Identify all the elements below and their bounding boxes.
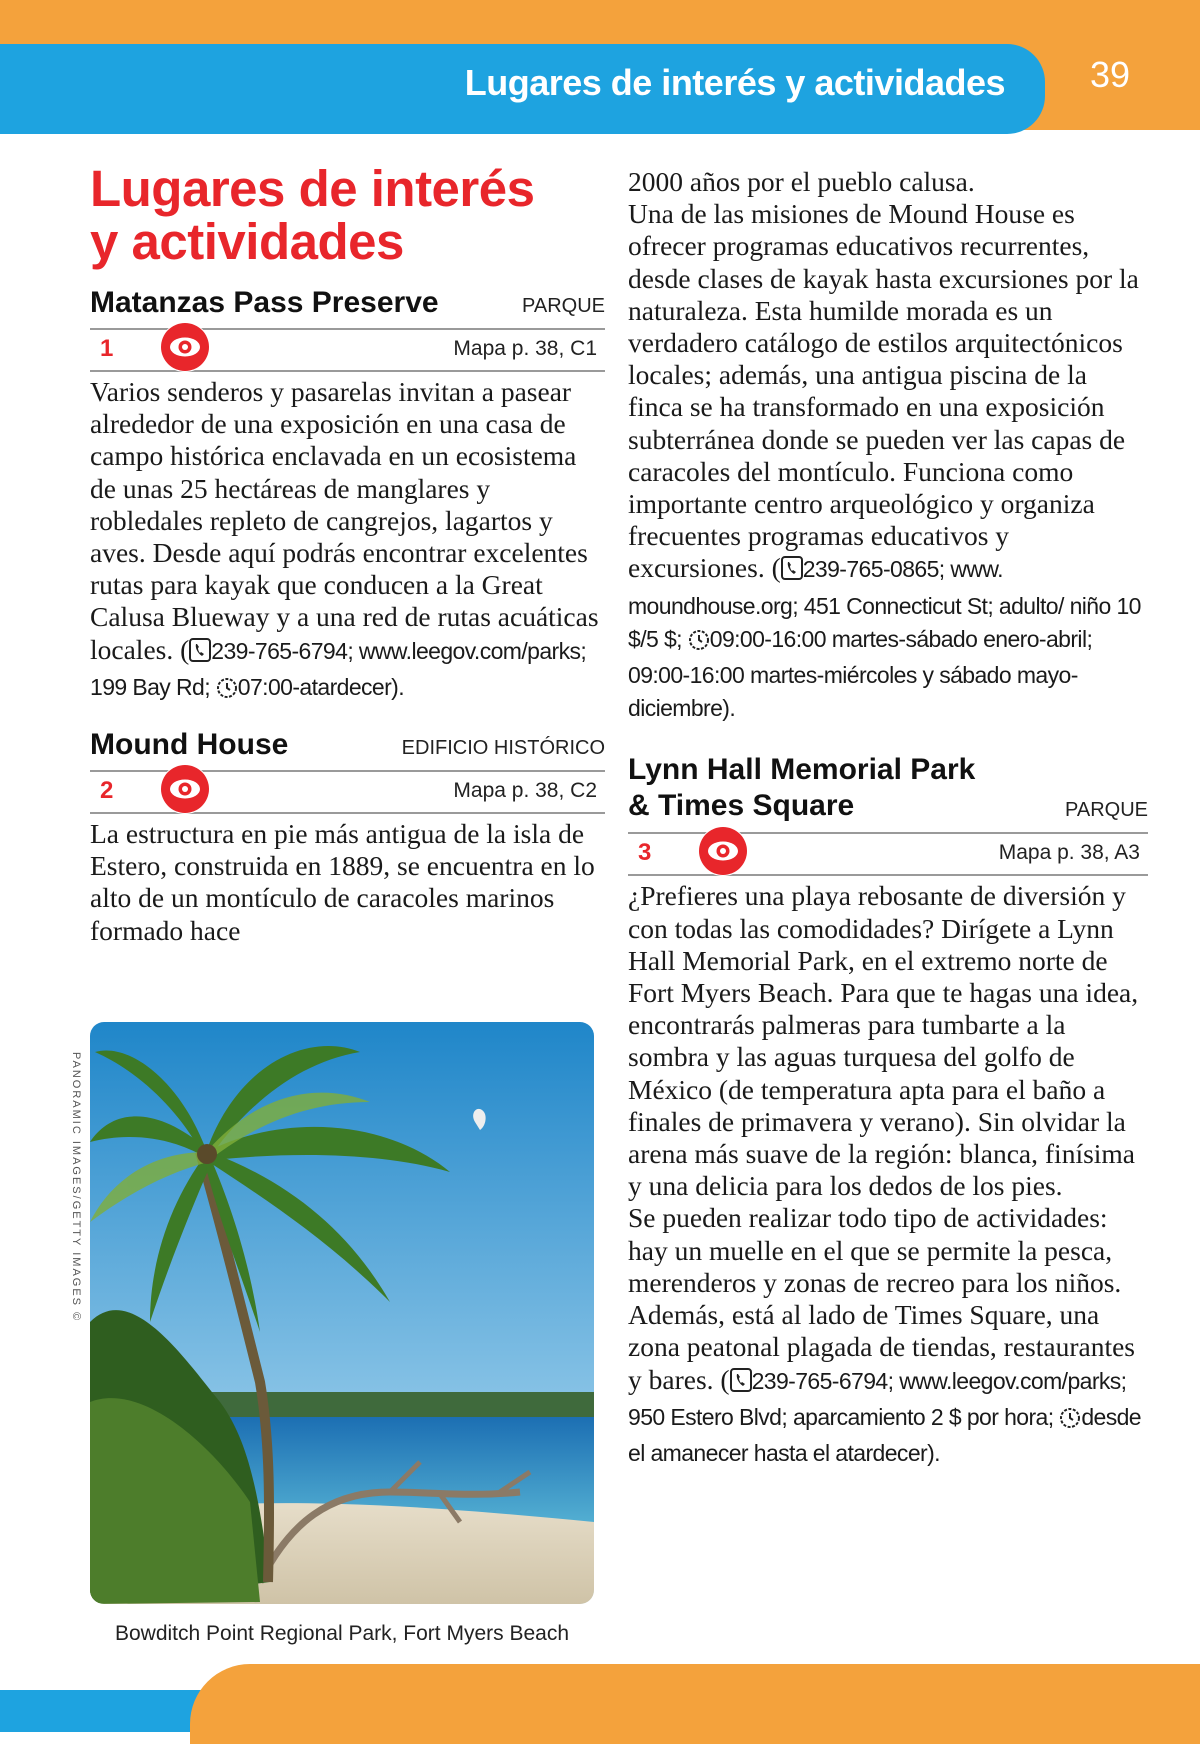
page-title-line2: y actividades (90, 213, 404, 270)
description-text: ¿Prefieres una playa rebosante de diversión y con todas las comodidades? Dirígete a Lynn Hall Memorial Park, en el extremo norte de Fort Myers Beach. Para que te hagas una idea, encontrarás palmeras para tumbarte a la sombra y las aguas turquesa del golfo de México (de temperatura apta para el baño a finales de primavera y verano). Sin olvidar la arena más suave de la región: blanca, finísima y una delicia para los dedos de los pies. (628, 880, 1139, 1202)
section-title: Lugares de interés y actividades (464, 62, 1005, 103)
right-column (628, 166, 1148, 1469)
photo-caption: Bowditch Point Regional Park, Fort Myers Beach (114, 1622, 570, 1645)
entry-name-line1: Lynn Hall Memorial Park (628, 753, 976, 787)
section-header-bar (0, 44, 1045, 134)
entry-name-line2: & Times Square (628, 789, 855, 823)
entry-description (90, 376, 605, 706)
description-text: Una de las misiones de Mound House es ofrecer programas educativos recurrentes, desde clases de kayak hasta excursiones por la naturaleza. Esta humilde morada es un verdadero catálogo de estilos arquitectónicos locales; además, una antigua piscina de la finca se ha transformado en una exposición subterránea donde se pueden ver las capas de caracoles del montículo. Funciona como importante centro arqueológico y organiza frecuentes programas educativos y excursiones. ( (628, 198, 1139, 584)
description-text: 2000 años por el pueblo calusa. (628, 166, 975, 197)
photo-credit-text: PANORAMIC IMAGES/GETTY IMAGES © (70, 1052, 82, 1323)
entry-meta-bar (628, 832, 1148, 876)
phone-icon (730, 1368, 752, 1400)
phone-number: 239-765-0865 (802, 556, 939, 583)
clock-icon (688, 626, 710, 658)
phone-icon (781, 556, 803, 588)
phone-icon (189, 638, 211, 670)
page-title (90, 162, 605, 268)
eye-icon (698, 826, 748, 876)
description-text: Se pueden realizar todo tipo de actividades: hay un muelle en el que se permite la pesca, merenderos y zonas de recreo para los niños. Además, está al lado de Times Square, una zona peatonal plagada de tiendas, restaurantes y bares. ( (628, 1202, 1135, 1395)
page-title-line1: Lugares de interés (90, 160, 535, 217)
bottom-orange-band (190, 1664, 1200, 1744)
entry-description (90, 818, 605, 947)
eye-icon (160, 764, 210, 814)
contact-info: ; www. moundhouse.org; 451 Connecticut St; adulto/ niño 10 $/5 $; (628, 556, 1141, 652)
clock-icon (216, 674, 238, 706)
entry-header (90, 286, 605, 320)
entry-name: Mound House (90, 728, 289, 762)
photo-credit (64, 1052, 84, 1322)
phone-number: 239-765-6794 (211, 637, 348, 664)
entry-type: PARQUE (522, 295, 605, 317)
entry-number: 3 (638, 839, 652, 867)
contact-info: ; www.leegov.com/parks; 199 Bay Rd; (90, 637, 587, 700)
page-number: 39 (1090, 54, 1131, 95)
entry-description-continued (628, 166, 1148, 724)
opening-hours: 09:00-16:00 martes-sábado enero-abril; 09:00-16:00 martes-miércoles y sábado mayo-diciembre). (628, 625, 1093, 722)
entry-description (628, 880, 1148, 1469)
entry-header (628, 752, 1148, 824)
entry-type: PARQUE (1065, 799, 1148, 822)
entry-meta-bar (90, 770, 605, 814)
beach-photo (90, 1022, 594, 1604)
entry-name (628, 752, 975, 824)
left-column (90, 162, 605, 947)
map-reference: Mapa p. 38, C1 (453, 337, 597, 360)
description-text: Varios senderos y pasarelas invitan a pasear alrededor de una exposición en una casa de campo histórica enclavada en un ecosistema de unas 25 hectáreas de manglares y robledales repleto de cangrejos, lagartos y aves. Desde aquí podrás encontrar excelentes rutas para kayak que conducen a la Great Calusa Blueway y a una red de rutas acuáticas locales. ( (90, 376, 599, 665)
map-reference: Mapa p. 38, C2 (453, 779, 597, 803)
entry-meta-bar (90, 328, 605, 372)
opening-hours: desde el amanecer hasta el atardecer). (628, 1403, 1141, 1466)
entry-number: 2 (100, 777, 114, 805)
opening-hours: 07:00-atardecer). (237, 673, 405, 700)
entry-header (90, 728, 605, 762)
entry-type: EDIFICIO HISTÓRICO (401, 737, 605, 760)
contact-info: ; www.leegov.com/parks; 950 Estero Blvd; aparcamiento 2 $ por hora; (628, 1367, 1127, 1430)
entry-number: 1 (100, 335, 114, 362)
phone-number: 239-765-6794 (751, 1367, 888, 1394)
entry-name: Matanzas Pass Preserve (90, 286, 439, 319)
eye-icon (160, 322, 210, 372)
map-reference: Mapa p. 38, A3 (998, 841, 1140, 865)
clock-icon (1059, 1404, 1081, 1436)
description-text: La estructura en pie más antigua de la isla de Estero, construida en 1889, se encuentra en lo alto de un montículo de caracoles marinos formado hace (90, 818, 595, 946)
